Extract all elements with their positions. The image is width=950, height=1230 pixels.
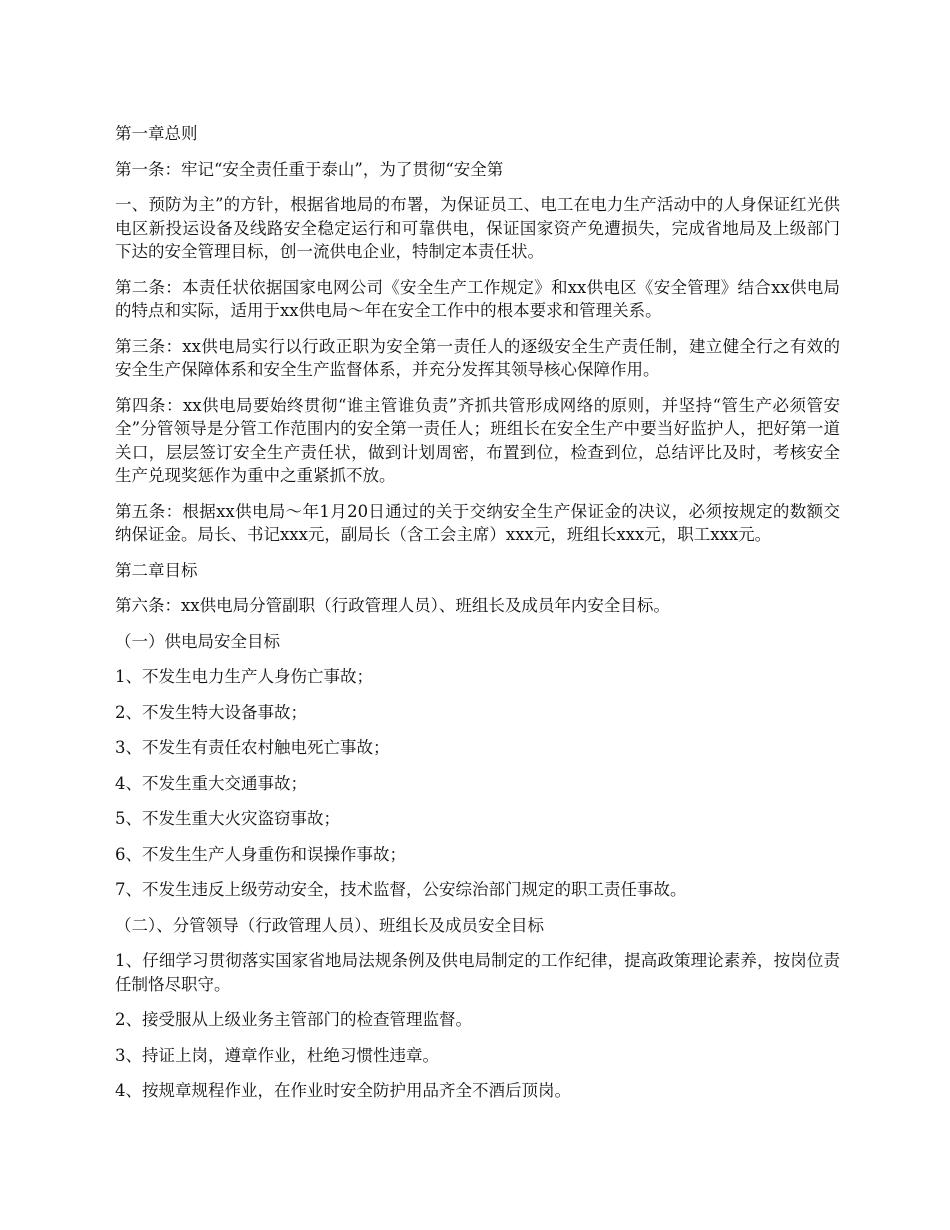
chapter-2-heading: 第二章目标	[115, 560, 198, 580]
list-item: 1、仔细学习贯彻落实国家省地局法规条例及供电局制定的工作纪律，提高政策理论素养，按岗位责任制恪尽职守。	[115, 951, 840, 994]
article-4: 第四条：xx供电局要始终贯彻“谁主管谁负责”齐抓共管形成网络的原则，并坚持“管生产必须管安全”分管领导是分管工作范围内的安全第一责任人；班组长在安全生产中要当好监护人，把好第一道关口，层层签订安全生产责任状，做到计划周密，布置到位，检查到位，总结评比及时，考核安全生产兑现奖惩作为重中之重紧抓不放。	[115, 395, 840, 485]
section-1-heading: （一）供电局安全目标	[115, 631, 280, 651]
article-1-continued: 一、预防为主”的方针，根据省地局的布署，为保证员工、电工在电力生产活动中的人身保证红光供电区新投运设备及线路安全稳定运行和可靠供电，保证国家资产免遭损失，完成省地局及上级部门下达的安全管理目标，创一流供电企业，特制定本责任状。	[115, 195, 840, 261]
list-item: 2、接受服从上级业务主管部门的检查管理监督。	[115, 1010, 472, 1029]
article-6: 第六条：xx供电局分管副职（行政管理人员）、班组长及成员年内安全目标。	[115, 596, 670, 615]
list-item: 5、不发生重大火灾盗窃事故；	[115, 809, 340, 828]
list-item: 2、不发生特大设备事故；	[115, 702, 307, 722]
section-2-heading: （二）、分管领导（行政管理人员）、班组长及成员安全目标	[115, 915, 544, 935]
article-1: 第一条：牢记“安全责任重于泰山”，为了贯彻“安全第	[115, 159, 504, 179]
chapter-1-heading: 第一章总则	[115, 124, 198, 143]
document-body	[115, 122, 840, 1115]
list-item: 3、持证上岗，遵章作业，杜绝习惯性违章。	[115, 1045, 439, 1065]
list-item: 4、按规章规程作业，在作业时安全防护用品齐全不酒后顶岗。	[115, 1081, 571, 1100]
list-item: 3、不发生有责任农村触电死亡事故；	[115, 738, 390, 757]
list-item: 7、不发生违反上级劳动安全，技术监督，公安综治部门规定的职工责任事故。	[115, 880, 687, 899]
article-5: 第五条：根据xx供电局～年1月20日通过的关于交纳安全生产保证金的决议，必须按规定的数额交纳保证金。局长、书记xxx元，副局长（含工会主席）xxx元，班组长xxx元，职工xxx元。	[115, 501, 840, 544]
list-item: 1、不发生电力生产人身伤亡事故；	[115, 667, 373, 686]
list-item: 6、不发生生产人身重伤和误操作事故；	[115, 844, 406, 864]
article-2: 第二条：本责任状依据国家电网公司《安全生产工作规定》和xx供电区《安全管理》结合xx供电局的特点和实际，适用于xx供电局～年在安全工作中的根本要求和管理关系。	[115, 277, 840, 320]
list-item: 4、不发生重大交通事故；	[115, 773, 307, 793]
article-3: 第三条：xx供电局实行以行政正职为安全第一责任人的逐级安全生产责任制，建立健全行之有效的安全生产保障体系和安全生产监督体系，并充分发挥其领导核心保障作用。	[115, 336, 840, 379]
